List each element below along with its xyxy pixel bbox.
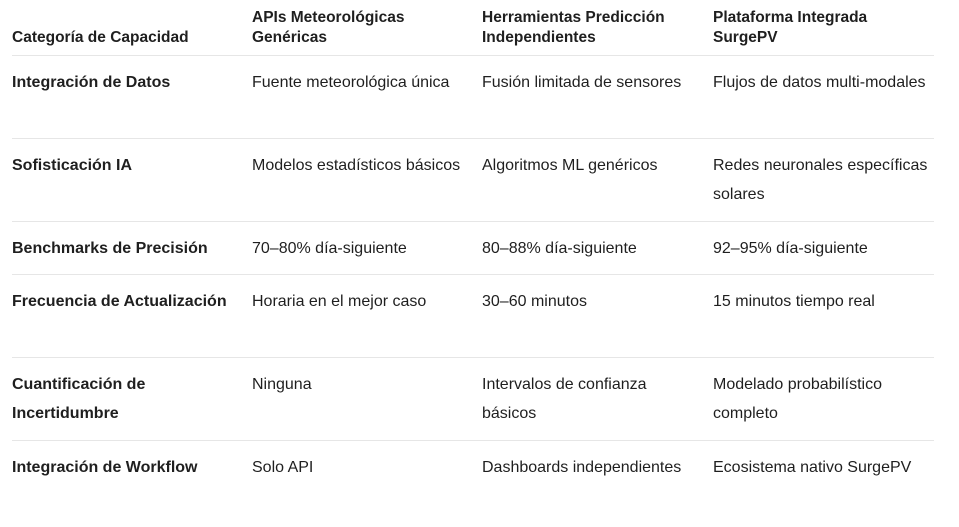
- table-row: [12, 441, 934, 511]
- table-row: [12, 222, 934, 275]
- row-category: Frecuencia de Actualización: [12, 293, 227, 310]
- cell-surgepv: Ecosistema nativo SurgePV: [713, 459, 912, 476]
- column-header-capability: Categoría de Capacidad: [12, 29, 189, 46]
- cell-standalone-tools: Fusión limitada de sensores: [482, 74, 682, 91]
- cell-standalone-tools: Dashboards independientes: [482, 459, 682, 476]
- cell-surgepv: Modelado probabilístico completo: [713, 376, 882, 422]
- cell-generic-apis: 70–80% día-siguiente: [252, 240, 407, 257]
- table-row: [12, 139, 934, 222]
- row-category: Cuantificación de Incertidumbre: [12, 376, 146, 422]
- cell-standalone-tools: 80–88% día-siguiente: [482, 240, 637, 257]
- table-header-row: [12, 0, 934, 56]
- row-category: Benchmarks de Precisión: [12, 240, 208, 257]
- table-row: [12, 275, 934, 358]
- cell-surgepv: 15 minutos tiempo real: [713, 293, 875, 310]
- cell-surgepv: Flujos de datos multi-modales: [713, 74, 926, 91]
- column-header-generic-apis: APIs Meteorológicas Genéricas: [252, 9, 405, 46]
- cell-surgepv: 92–95% día-siguiente: [713, 240, 868, 257]
- column-header-standalone-tools: Herramientas Predicción Independientes: [482, 9, 665, 46]
- table-row: [12, 358, 934, 441]
- column-header-surgepv: Plataforma Integrada SurgePV: [713, 9, 868, 46]
- cell-standalone-tools: Algoritmos ML genéricos: [482, 157, 658, 174]
- cell-standalone-tools: 30–60 minutos: [482, 293, 587, 310]
- row-category: Integración de Workflow: [12, 459, 198, 476]
- row-category: Sofisticación IA: [12, 157, 133, 174]
- comparison-table: [12, 0, 934, 511]
- cell-generic-apis: Modelos estadísticos básicos: [252, 157, 461, 174]
- row-category: Integración de Datos: [12, 74, 171, 91]
- cell-standalone-tools: Intervalos de confianza básicos: [482, 376, 647, 422]
- cell-generic-apis: Solo API: [252, 459, 314, 476]
- cell-generic-apis: Horaria en el mejor caso: [252, 293, 427, 310]
- cell-surgepv: Redes neuronales específicas solares: [713, 157, 928, 203]
- table-row: [12, 56, 934, 139]
- cell-generic-apis: Fuente meteorológica única: [252, 74, 450, 91]
- cell-generic-apis: Ninguna: [252, 376, 312, 393]
